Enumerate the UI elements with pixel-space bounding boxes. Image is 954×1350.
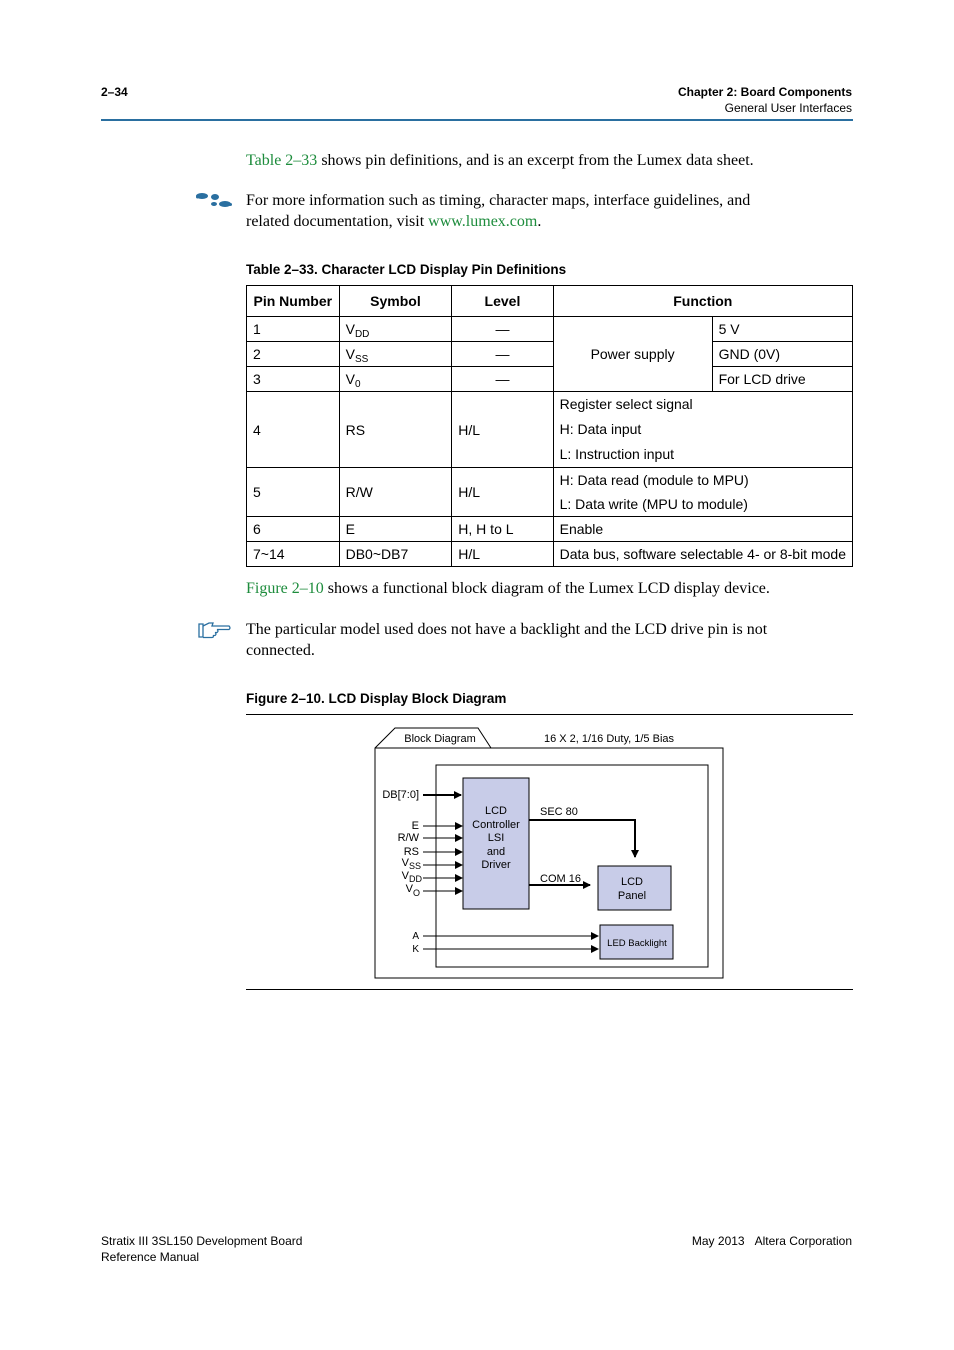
vo-sub: O xyxy=(413,888,421,898)
table-row: 7~14 DB0~DB7 H/L Data bus, software selectable 4- or 8-bit mode xyxy=(247,542,853,567)
power-supply-cell: Power supply xyxy=(553,317,712,392)
section-title: General User Interfaces xyxy=(724,101,852,115)
rw-label: R/W xyxy=(397,832,419,844)
lumex-link[interactable]: www.lumex.com xyxy=(428,213,538,230)
a-label: A xyxy=(412,931,419,942)
figure-bottom-rule xyxy=(246,989,853,990)
table-row: 4 RS H/L Register select signal H: Data input L: Instruction input xyxy=(247,392,853,468)
sec-label: SEC 80 xyxy=(540,806,578,818)
db-label: DB[7:0] xyxy=(382,789,419,801)
chapter-title: Chapter 2: Board Components xyxy=(677,85,852,99)
table-caption: Table 2–33. Character LCD Display Pin Definitions xyxy=(246,262,567,277)
table-row: 5 R/W H/L H: Data read (module to MPU) L: Data write (MPU to module) xyxy=(247,468,853,517)
controller-line: Driver xyxy=(481,859,511,871)
footer-left: Stratix III 3SL150 Development Board Reference Manual xyxy=(101,1234,303,1264)
backlight-note: The particular model used does not have a backlight and the LCD drive pin is not connected. xyxy=(246,621,768,659)
controller-line: and xyxy=(486,846,506,858)
controller-line: Controller xyxy=(472,819,520,831)
com-label: COM 16 xyxy=(540,873,581,885)
table-row: 2 $V_{SS}$ — GND (0V) xyxy=(247,342,853,367)
figure-ref-paragraph: Figure 2–10 shows a functional block diagram of the Lumex LCD display device. xyxy=(246,580,770,597)
vss-label: V xyxy=(401,857,409,869)
table-row: 6 E H, H to L Enable xyxy=(247,517,853,542)
figure-2-10-link[interactable]: Figure 2–10 xyxy=(246,580,324,597)
tab-label: Block Diagram xyxy=(404,733,476,745)
lcd-panel-block xyxy=(598,866,671,910)
controller-line: LCD xyxy=(484,805,508,817)
intro-paragraph: Table 2–33 shows pin definitions, and is an excerpt from the Lumex data sheet. xyxy=(246,152,754,169)
footer-right: May 2013 Altera Corporation xyxy=(691,1234,852,1248)
header-pin-number: Pin Number xyxy=(247,286,340,317)
controller-line: LSI xyxy=(487,832,505,844)
header-symbol: Symbol xyxy=(339,286,452,317)
info-note: For more information such as timing, character maps, interface guidelines, and related documentation, visit www.lumex.com. xyxy=(246,192,751,230)
table-row: 3 $V_0$ — For LCD drive xyxy=(247,367,853,392)
table-2-33-link[interactable]: Table 2–33 xyxy=(246,152,318,169)
page-number: 2–34 xyxy=(101,85,128,99)
spec-label: 16 X 2, 1/16 Duty, 1/5 Bias xyxy=(543,733,675,745)
vo-label: V xyxy=(405,883,413,895)
vdd-sub: DD xyxy=(409,874,422,884)
backlight-label: LED Backlight xyxy=(607,938,667,949)
rs-label: RS xyxy=(403,846,419,858)
e-label: E xyxy=(411,820,419,832)
vss-sub: SS xyxy=(409,861,422,871)
panel-line: LCD xyxy=(620,876,644,888)
vdd-label: V xyxy=(401,870,409,882)
header-level: Level xyxy=(452,286,553,317)
table-row: 1 $V_{DD}$ — Power supply 5 V xyxy=(247,317,853,342)
sec-80-arrow xyxy=(529,820,635,857)
figure-caption: Figure 2–10. LCD Display Block Diagram xyxy=(246,691,507,706)
header-function: Function xyxy=(553,286,852,317)
k-label: K xyxy=(412,944,419,955)
panel-line: Panel xyxy=(617,890,647,902)
